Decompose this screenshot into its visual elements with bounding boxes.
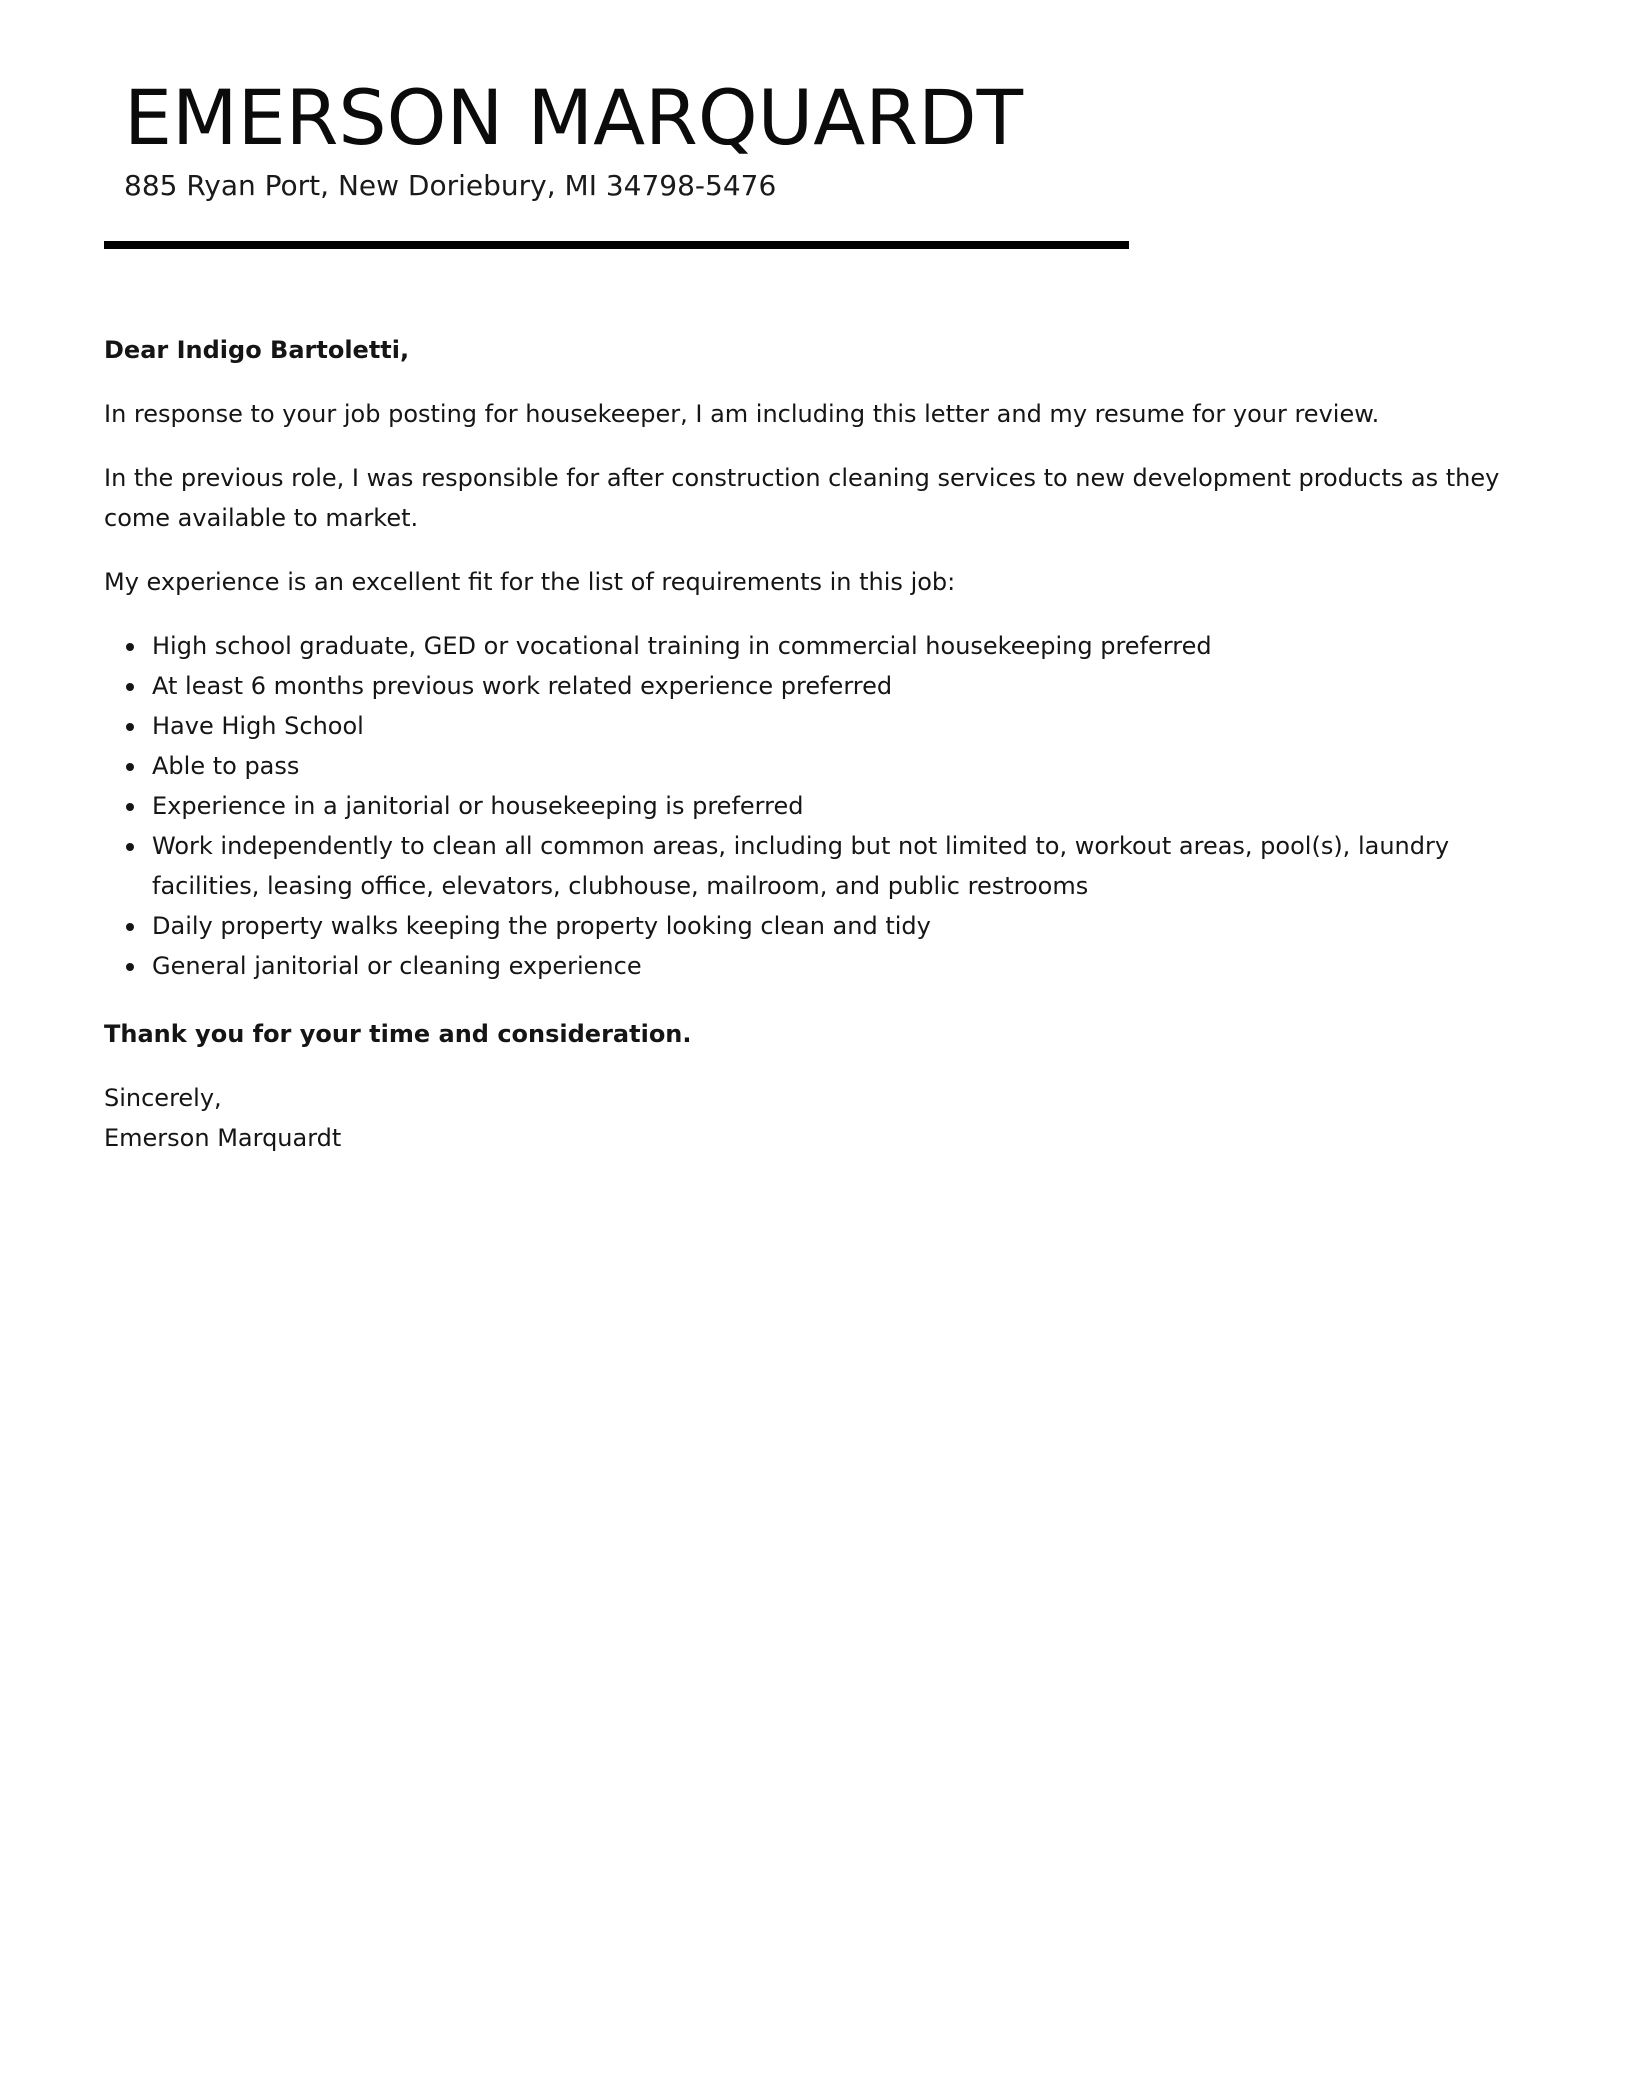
bullet-icon	[126, 763, 134, 771]
list-item	[152, 906, 1524, 946]
signature-block	[104, 1078, 1524, 1158]
list-item-text: General janitorial or cleaning experience	[152, 952, 642, 980]
list-item-text: Daily property walks keeping the property looking clean and tidy	[152, 912, 931, 940]
list-item-text: Able to pass	[152, 752, 300, 780]
closing-line: Thank you for your time and consideration.	[104, 1020, 692, 1048]
list-item-text: At least 6 months previous work related experience preferred	[152, 672, 893, 700]
paragraph-intro: In response to your job posting for housekeeper, I am including this letter and my resume for your review.	[104, 400, 1380, 428]
list-item	[152, 786, 1524, 826]
letter-body	[104, 330, 1524, 1158]
header-divider	[104, 241, 1129, 249]
bullet-icon	[126, 923, 134, 931]
bullet-icon	[126, 963, 134, 971]
bullet-icon	[126, 683, 134, 691]
list-item-text: Have High School	[152, 712, 364, 740]
list-item	[152, 706, 1524, 746]
list-item	[152, 826, 1524, 906]
list-item-text: Work independently to clean all common areas, including but not limited to, workout areas, pool(s), laundry facilities, leasing office, elevators, clubhouse, mailroom, and public restrooms	[152, 832, 1450, 900]
paragraph-previous-role: In the previous role, I was responsible for after construction cleaning services to new development products as they come available to market.	[104, 464, 1500, 532]
signature-name: Emerson Marquardt	[104, 1124, 342, 1152]
list-item-text: High school graduate, GED or vocational training in commercial housekeeping preferred	[152, 632, 1212, 660]
bullet-icon	[126, 843, 134, 851]
sign-off: Sincerely,	[104, 1084, 222, 1112]
applicant-address: 885 Ryan Port, New Doriebury, MI 34798-5476	[124, 169, 777, 202]
list-item	[152, 666, 1524, 706]
bullet-icon	[126, 723, 134, 731]
letter-header	[104, 70, 1134, 206]
bullet-icon	[126, 803, 134, 811]
salutation: Dear Indigo Bartoletti,	[104, 336, 410, 364]
bullet-icon	[126, 643, 134, 651]
list-item	[152, 746, 1524, 786]
paragraph-experience-fit: My experience is an excellent fit for the list of requirements in this job:	[104, 568, 956, 596]
list-item-text: Experience in a janitorial or housekeeping is preferred	[152, 792, 804, 820]
requirements-list	[104, 626, 1524, 986]
list-item	[152, 946, 1524, 986]
applicant-name: EMERSON MARQUARDT	[124, 73, 1024, 162]
list-item	[152, 626, 1524, 666]
